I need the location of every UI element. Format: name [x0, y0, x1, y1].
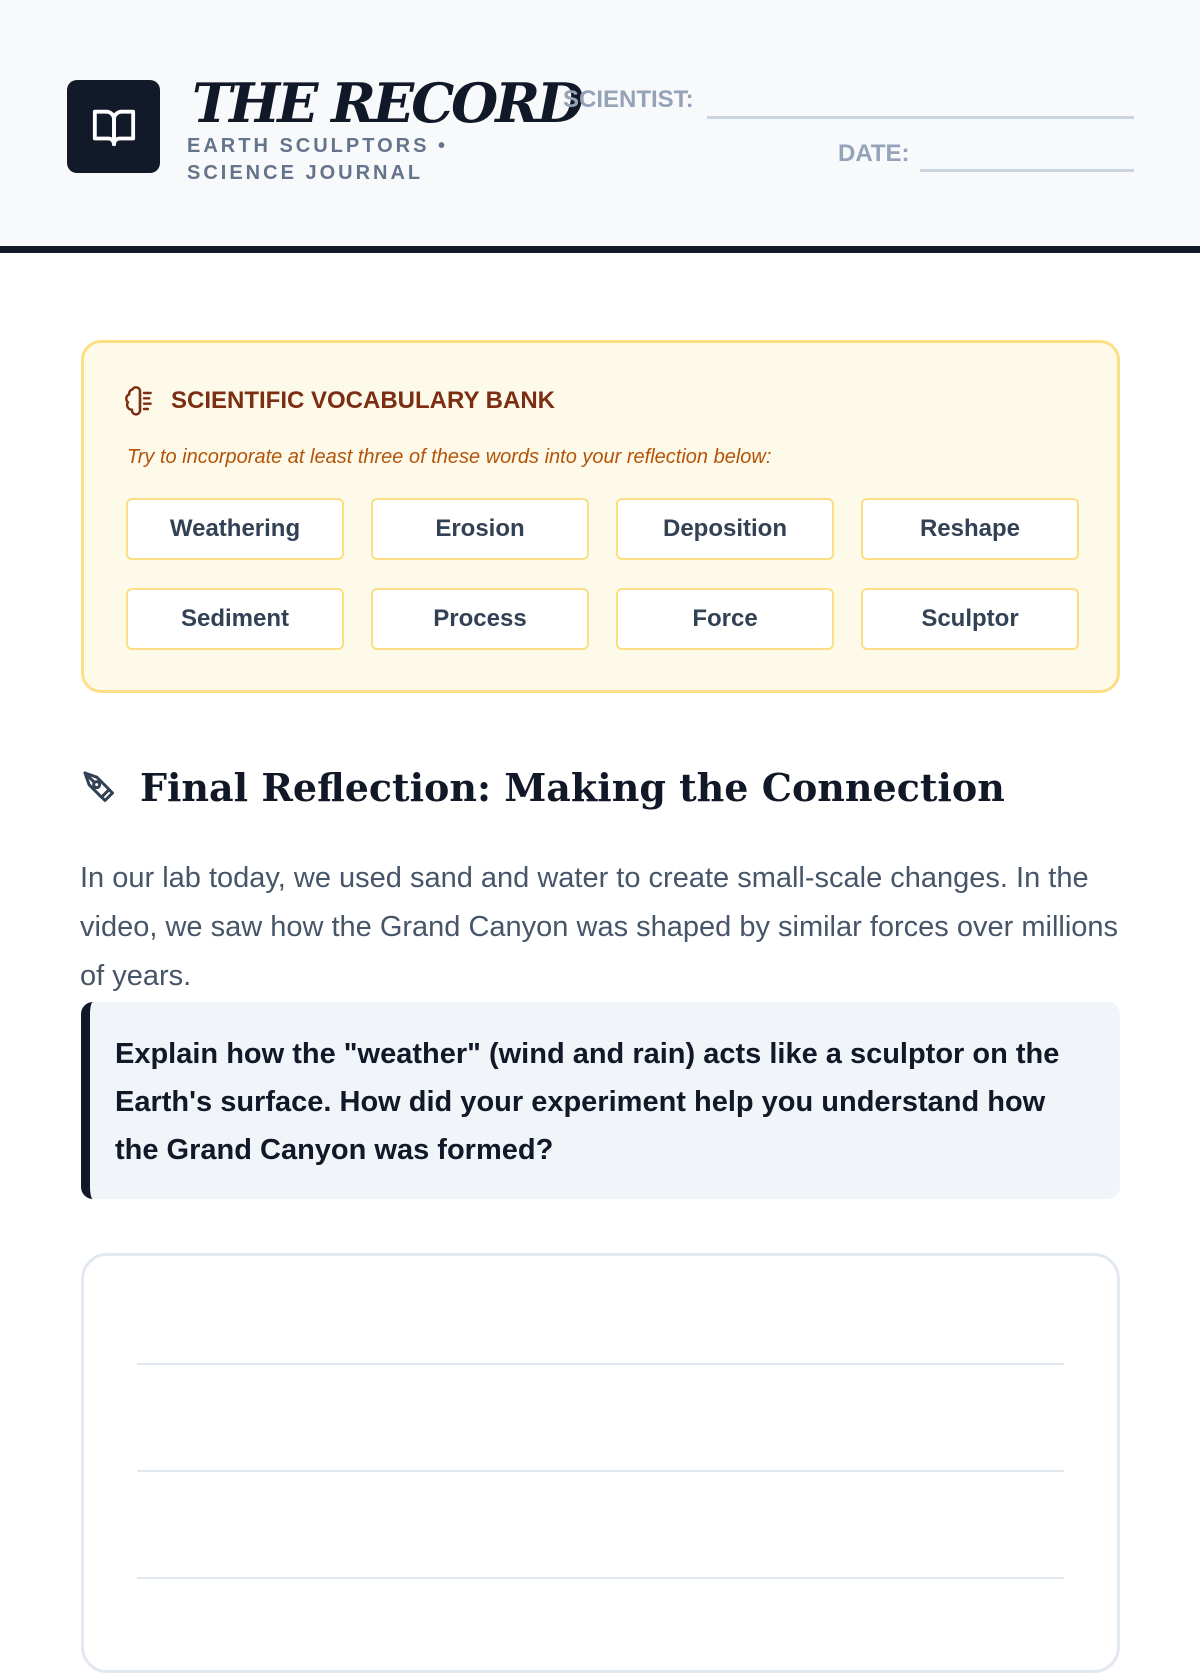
vocab-word: Deposition — [616, 498, 834, 560]
reflection-title: Final Reflection: Making the Connection — [140, 765, 1005, 810]
vocabulary-title: SCIENTIFIC VOCABULARY BANK — [171, 387, 556, 414]
open-book-icon — [88, 104, 140, 150]
reflection-answer-area[interactable] — [81, 1253, 1120, 1673]
vocab-word: Erosion — [371, 498, 589, 560]
vocabulary-instruction: Try to incorporate at least three of these words into your reflection below: — [127, 446, 772, 468]
vocab-word: Reshape — [861, 498, 1079, 560]
journal-title: THE RECORD — [192, 71, 581, 135]
vocabulary-words — [126, 498, 1079, 650]
vocab-word: Weathering — [126, 498, 344, 560]
vocab-word: Sediment — [126, 588, 344, 650]
vocab-word: Sculptor — [861, 588, 1079, 650]
journal-subtitle: EARTH SCULPTORS • SCIENCE JOURNAL — [187, 135, 448, 184]
reflection-prompt: Explain how the "weather" (wind and rain) acts like a sculptor on the Earth's surface. How did your experiment help you understand how the Grand Canyon was formed? — [81, 1002, 1120, 1199]
journal-header — [0, 0, 1200, 253]
writing-line — [137, 1470, 1064, 1472]
pen-nib-icon — [80, 768, 120, 808]
scientist-name-field[interactable] — [707, 116, 1134, 119]
vocab-word: Process — [371, 588, 589, 650]
journal-logo — [67, 80, 160, 173]
writing-line — [137, 1363, 1064, 1365]
date-field[interactable] — [920, 169, 1134, 172]
writing-line — [137, 1577, 1064, 1579]
reflection-intro: In our lab today, we used sand and water to create small-scale changes. In the video, we saw how the Grand Canyon was shaped by similar forces over millions of years. — [80, 862, 1119, 992]
brain-icon — [124, 385, 156, 417]
date-label: DATE: — [838, 140, 910, 167]
vocab-word: Force — [616, 588, 834, 650]
vocabulary-bank — [81, 340, 1120, 693]
scientist-label: SCIENTIST: — [563, 86, 694, 113]
